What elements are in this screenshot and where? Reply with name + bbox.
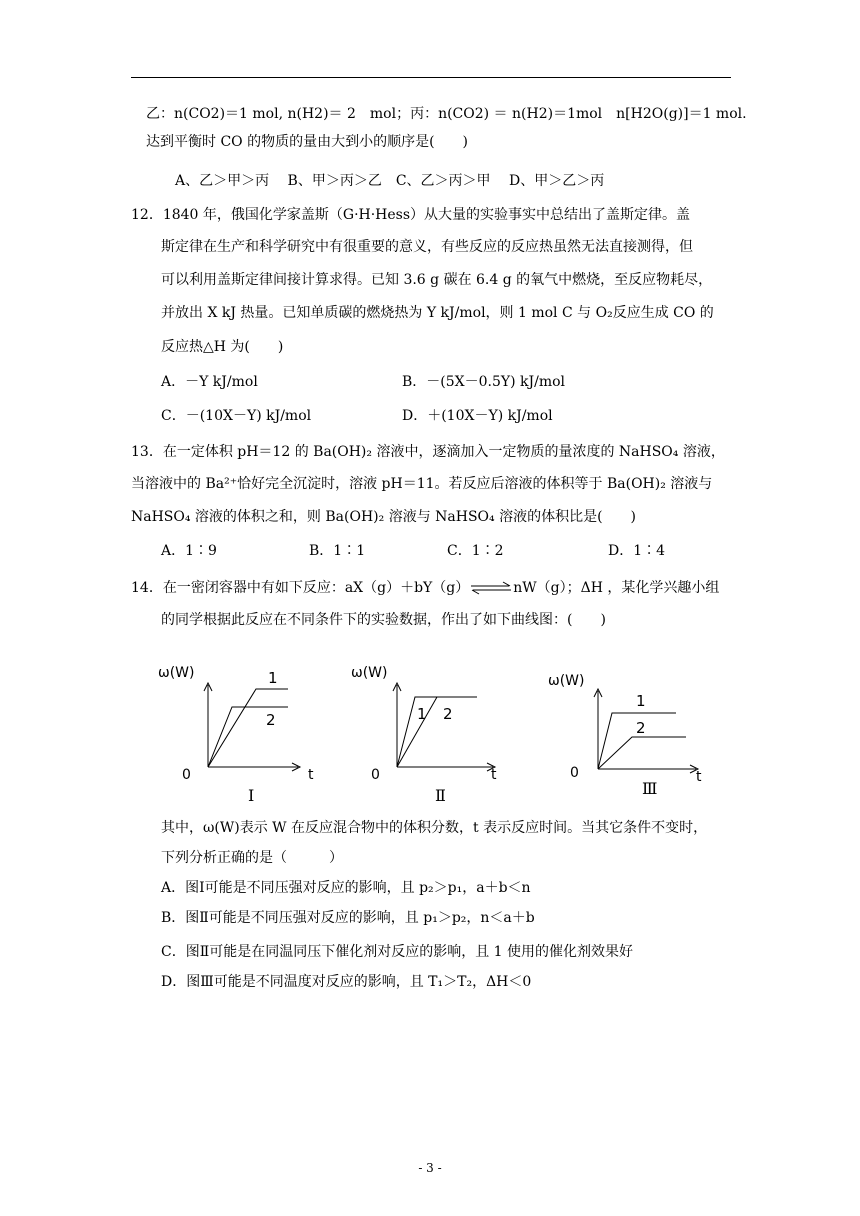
graph-3-ylabel: ω(W) — [548, 673, 585, 689]
graph-2 — [345, 655, 515, 805]
q13-option-d: D．1∶4 — [608, 543, 666, 559]
graph-1-xlabel: t — [308, 767, 314, 783]
q12-option-a: A．－Y kJ/mol — [161, 374, 258, 390]
graph-2-ylabel: ω(W) — [351, 665, 388, 681]
q14-line1-a: 14．在一密闭容器中有如下反应：aX（g）＋bY（g） — [131, 580, 470, 596]
page-number: - 3 - — [418, 1161, 442, 1175]
graph-3-curve-2 — [598, 737, 686, 769]
graph-3-curve-2-label: 2 — [636, 719, 646, 737]
q13-line2: 当溶液中的 Ba²⁺恰好完全沉淀时，溶液 pH＝11。若反应后溶液的体积等于 Ba(OH)₂ 溶液与 — [131, 476, 713, 492]
graph-2-curve-1-label: 1 — [417, 705, 427, 723]
q14-line1-b: nW（g）；ΔH ，某化学兴趣小组 — [513, 580, 720, 596]
graph-3 — [540, 655, 715, 805]
q13-option-c: C．1∶2 — [447, 543, 504, 559]
q13-option-b: B．1∶1 — [309, 543, 366, 559]
q12-option-b: B．－(5X－0.5Y) kJ/mol — [402, 374, 566, 390]
graph-2-label: Ⅱ — [435, 786, 446, 805]
equilibrium-arrow-icon — [469, 581, 513, 595]
graph-1-label: Ⅰ — [248, 786, 255, 805]
q14-line2: 的同学根据此反应在不同条件下的实验数据，作出了如下曲线图：( ) — [161, 612, 606, 628]
graph-3-label: Ⅲ — [642, 779, 658, 798]
graph-2-curve-1 — [397, 697, 477, 767]
header-rule — [131, 77, 731, 78]
graph-1-curve-1-label: 1 — [268, 669, 278, 687]
q12-line1: 12．1840 年，俄国化学家盖斯（G·H·Hess）从大量的实验事实中总结出了盖斯定律。盖 — [131, 207, 691, 223]
q14-option-d: D．图Ⅲ可能是不同温度对反应的影响，且 T₁＞T₂，ΔH＜0 — [161, 974, 532, 990]
q14-option-c: C．图Ⅱ可能是在同温同压下催化剂对反应的影响，且 1 使用的催化剂效果好 — [161, 944, 634, 960]
q12-option-c: C．－(10X－Y) kJ/mol — [161, 408, 312, 424]
q14-after1: 其中，ω(W)表示 W 在反应混合物中的体积分数，t 表示反应时间。当其它条件不变时， — [161, 820, 708, 836]
graph-2-curve-2-label: 2 — [443, 705, 453, 723]
graph-1-ylabel: ω(W) — [158, 665, 195, 681]
q14-after2: 下列分析正确的是（ ） — [161, 850, 343, 866]
q14-line1 — [131, 578, 719, 598]
q14-option-a: A．图Ⅰ可能是不同压强对反应的影响，且 p₂＞p₁，a＋b＜n — [161, 880, 531, 896]
q13-option-a: A．1∶9 — [161, 543, 217, 559]
graph-3-origin: 0 — [570, 765, 579, 781]
graph-1 — [150, 655, 320, 805]
q11-line2: 达到平衡时 CO 的物质的量由大到小的顺序是( ) — [146, 134, 469, 150]
q12-line3: 可以利用盖斯定律间接计算求得。已知 3.6 g 碳在 6.4 g 的氧气中燃烧，至反应物耗尽， — [161, 272, 713, 288]
graph-3-curve-1-label: 1 — [636, 692, 646, 710]
graph-3-xlabel: t — [696, 769, 702, 785]
graph-2-xlabel: t — [491, 767, 497, 783]
q13-line1: 13．在一定体积 pH＝12 的 Ba(OH)₂ 溶液中，逐滴加入一定物质的量浓度的 NaHSO₄ 溶液， — [131, 444, 725, 460]
graph-2-origin: 0 — [371, 767, 380, 783]
graph-1-curve-2-label: 2 — [266, 711, 276, 729]
graph-1-curve-1 — [208, 689, 288, 767]
q12-option-d: D．＋(10X－Y) kJ/mol — [402, 408, 553, 424]
graph-1-origin: 0 — [182, 767, 191, 783]
q13-line3: NaHSO₄ 溶液的体积之和，则 Ba(OH)₂ 溶液与 NaHSO₄ 溶液的体积比是( ) — [131, 509, 637, 525]
q12-line5: 反应热△H 为( ) — [161, 339, 284, 355]
q14-option-b: B．图Ⅱ可能是不同压强对反应的影响，且 p₁＞p₂，n＜a＋b — [161, 910, 535, 926]
q11-line1: 乙：n(CO2)＝1 mol, n(H2)＝ 2 mol；丙：n(CO2) ＝ n(H2)＝1mol n[H2O(g)]＝1 mol. — [146, 106, 747, 122]
graph-1-curve-2 — [208, 707, 288, 767]
q12-line2: 斯定律在生产和科学研究中有很重要的意义，有些反应的反应热虽然无法直接测得，但 — [161, 239, 693, 255]
q11-options: A、乙＞甲＞丙 B、甲＞丙＞乙 C、乙＞丙＞甲 D、甲＞乙＞丙 — [175, 173, 605, 189]
q12-line4: 并放出 X kJ 热量。已知单质碳的燃烧热为 Y kJ/mol，则 1 mol C 与 O₂反应生成 CO 的 — [161, 305, 714, 321]
